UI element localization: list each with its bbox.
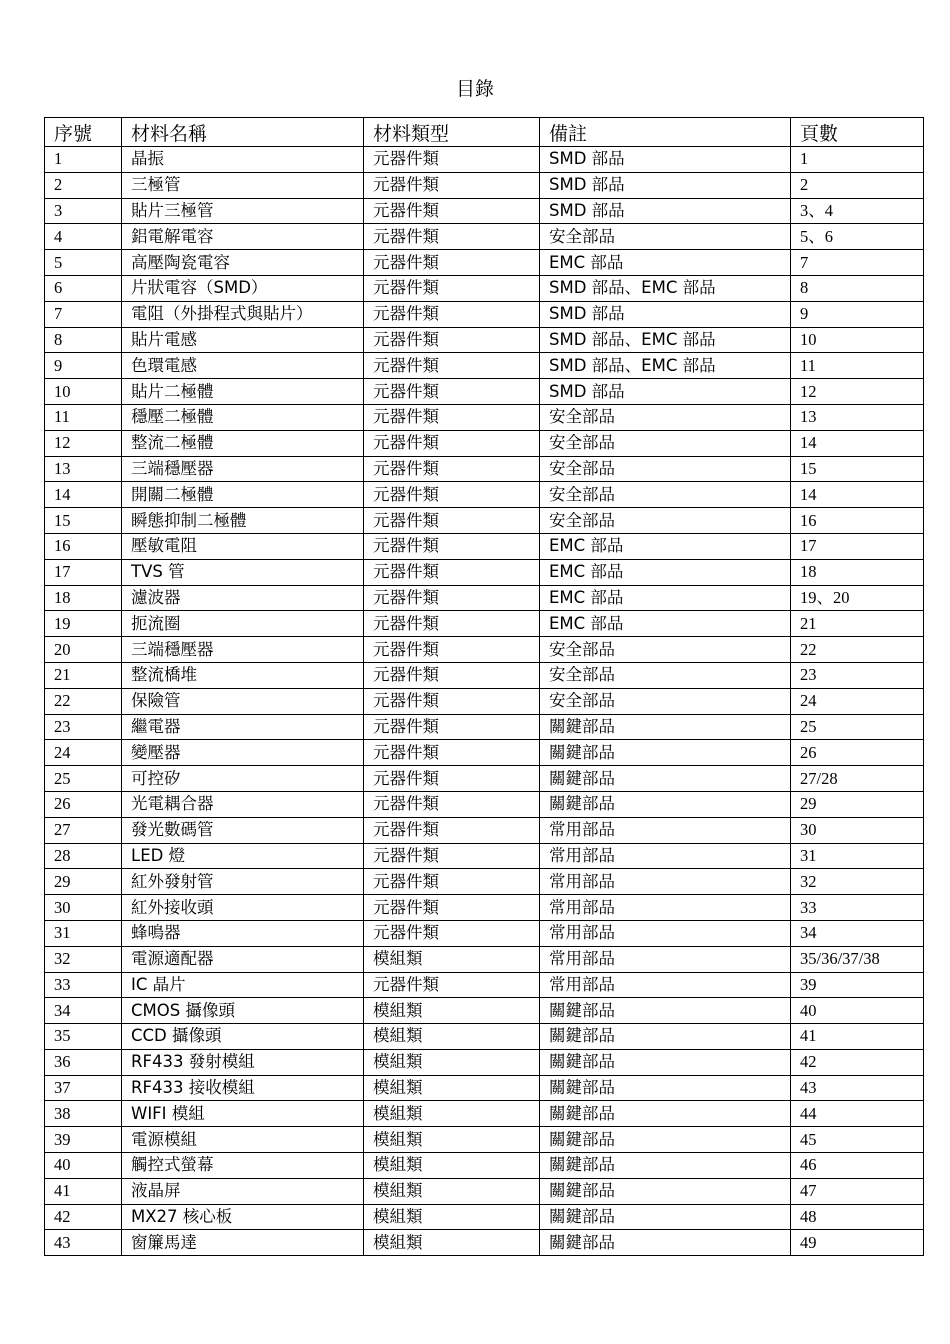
table-row xyxy=(45,766,924,792)
cell-material-type: 元器件類 xyxy=(364,688,540,714)
cell-remarks: 常用部品 xyxy=(540,817,791,843)
cell-remarks: SMD 部品 xyxy=(540,147,791,173)
cell-remarks: 關鍵部品 xyxy=(540,1204,791,1230)
cell-page-number: 24 xyxy=(791,688,924,714)
cell-material-type: 模組類 xyxy=(364,1178,540,1204)
cell-material-type: 元器件類 xyxy=(364,637,540,663)
cell-index: 30 xyxy=(45,895,122,921)
cell-material-name: 三極管 xyxy=(122,172,364,198)
cell-material-type: 元器件類 xyxy=(364,766,540,792)
cell-material-name: 電源模組 xyxy=(122,1127,364,1153)
cell-index: 9 xyxy=(45,353,122,379)
cell-page-number: 2 xyxy=(791,172,924,198)
cell-material-name: IC 晶片 xyxy=(122,972,364,998)
cell-remarks: 關鍵部品 xyxy=(540,1178,791,1204)
cell-remarks: 安全部品 xyxy=(540,688,791,714)
cell-index: 25 xyxy=(45,766,122,792)
cell-index: 13 xyxy=(45,456,122,482)
cell-remarks: EMC 部品 xyxy=(540,585,791,611)
toc-table xyxy=(44,117,924,1256)
cell-material-name: 紅外接收頭 xyxy=(122,895,364,921)
cell-index: 34 xyxy=(45,998,122,1024)
cell-remarks: 安全部品 xyxy=(540,404,791,430)
cell-remarks: 安全部品 xyxy=(540,430,791,456)
cell-material-type: 元器件類 xyxy=(364,817,540,843)
cell-remarks: 關鍵部品 xyxy=(540,1075,791,1101)
table-row xyxy=(45,611,924,637)
cell-index: 33 xyxy=(45,972,122,998)
cell-page-number: 40 xyxy=(791,998,924,1024)
table-row xyxy=(45,147,924,173)
cell-remarks: SMD 部品、EMC 部品 xyxy=(540,275,791,301)
table-row xyxy=(45,1178,924,1204)
table-row xyxy=(45,843,924,869)
cell-material-type: 元器件類 xyxy=(364,662,540,688)
cell-page-number: 45 xyxy=(791,1127,924,1153)
cell-index: 43 xyxy=(45,1230,122,1256)
cell-index: 28 xyxy=(45,843,122,869)
table-row xyxy=(45,688,924,714)
cell-remarks: SMD 部品 xyxy=(540,172,791,198)
cell-remarks: 關鍵部品 xyxy=(540,791,791,817)
cell-material-type: 元器件類 xyxy=(364,508,540,534)
cell-material-name: WIFI 模組 xyxy=(122,1101,364,1127)
cell-material-type: 元器件類 xyxy=(364,843,540,869)
cell-index: 16 xyxy=(45,533,122,559)
table-row xyxy=(45,404,924,430)
cell-remarks: 關鍵部品 xyxy=(540,740,791,766)
cell-remarks: SMD 部品、EMC 部品 xyxy=(540,327,791,353)
cell-material-name: 可控矽 xyxy=(122,766,364,792)
cell-page-number: 16 xyxy=(791,508,924,534)
cell-material-type: 元器件類 xyxy=(364,379,540,405)
table-row xyxy=(45,1204,924,1230)
cell-remarks: 關鍵部品 xyxy=(540,1101,791,1127)
cell-material-name: 開關二極體 xyxy=(122,482,364,508)
table-row xyxy=(45,533,924,559)
cell-material-type: 元器件類 xyxy=(364,172,540,198)
cell-page-number: 35/36/37/38 xyxy=(791,946,924,972)
cell-material-name: 瞬態抑制二極體 xyxy=(122,508,364,534)
cell-remarks: SMD 部品 xyxy=(540,301,791,327)
table-row xyxy=(45,275,924,301)
cell-material-name: 三端穩壓器 xyxy=(122,456,364,482)
cell-material-type: 元器件類 xyxy=(364,224,540,250)
cell-page-number: 46 xyxy=(791,1153,924,1179)
table-row xyxy=(45,585,924,611)
cell-material-type: 元器件類 xyxy=(364,250,540,276)
cell-index: 42 xyxy=(45,1204,122,1230)
table-row xyxy=(45,637,924,663)
cell-material-name: MX27 核心板 xyxy=(122,1204,364,1230)
cell-material-name: 整流二極體 xyxy=(122,430,364,456)
cell-page-number: 25 xyxy=(791,714,924,740)
cell-page-number: 31 xyxy=(791,843,924,869)
table-row xyxy=(45,224,924,250)
cell-material-name: LED 燈 xyxy=(122,843,364,869)
cell-index: 39 xyxy=(45,1127,122,1153)
cell-material-type: 元器件類 xyxy=(364,404,540,430)
cell-page-number: 48 xyxy=(791,1204,924,1230)
cell-material-type: 元器件類 xyxy=(364,791,540,817)
cell-index: 15 xyxy=(45,508,122,534)
cell-index: 5 xyxy=(45,250,122,276)
cell-index: 31 xyxy=(45,920,122,946)
cell-index: 26 xyxy=(45,791,122,817)
cell-remarks: 關鍵部品 xyxy=(540,1024,791,1050)
cell-index: 32 xyxy=(45,946,122,972)
cell-page-number: 42 xyxy=(791,1049,924,1075)
cell-material-name: 蜂鳴器 xyxy=(122,920,364,946)
cell-material-name: 發光數碼管 xyxy=(122,817,364,843)
cell-material-name: 高壓陶瓷電容 xyxy=(122,250,364,276)
cell-material-name: 繼電器 xyxy=(122,714,364,740)
cell-material-name: 紅外發射管 xyxy=(122,869,364,895)
cell-index: 29 xyxy=(45,869,122,895)
table-row xyxy=(45,714,924,740)
cell-remarks: 安全部品 xyxy=(540,456,791,482)
cell-material-type: 模組類 xyxy=(364,1101,540,1127)
cell-page-number: 18 xyxy=(791,559,924,585)
cell-material-type: 模組類 xyxy=(364,1153,540,1179)
cell-material-name: 鋁電解電容 xyxy=(122,224,364,250)
cell-remarks: EMC 部品 xyxy=(540,533,791,559)
cell-index: 14 xyxy=(45,482,122,508)
table-row xyxy=(45,869,924,895)
cell-page-number: 41 xyxy=(791,1024,924,1050)
cell-material-type: 元器件類 xyxy=(364,482,540,508)
cell-index: 27 xyxy=(45,817,122,843)
cell-material-type: 模組類 xyxy=(364,1024,540,1050)
cell-remarks: 關鍵部品 xyxy=(540,714,791,740)
cell-page-number: 14 xyxy=(791,430,924,456)
table-row xyxy=(45,1101,924,1127)
cell-index: 11 xyxy=(45,404,122,430)
cell-index: 1 xyxy=(45,147,122,173)
cell-index: 22 xyxy=(45,688,122,714)
cell-material-type: 元器件類 xyxy=(364,275,540,301)
cell-remarks: SMD 部品 xyxy=(540,379,791,405)
cell-remarks: 關鍵部品 xyxy=(540,998,791,1024)
cell-material-name: 三端穩壓器 xyxy=(122,637,364,663)
cell-index: 7 xyxy=(45,301,122,327)
cell-material-type: 元器件類 xyxy=(364,920,540,946)
cell-page-number: 21 xyxy=(791,611,924,637)
cell-page-number: 22 xyxy=(791,637,924,663)
cell-page-number: 44 xyxy=(791,1101,924,1127)
cell-index: 35 xyxy=(45,1024,122,1050)
cell-index: 24 xyxy=(45,740,122,766)
cell-index: 17 xyxy=(45,559,122,585)
cell-page-number: 49 xyxy=(791,1230,924,1256)
cell-material-name: 晶振 xyxy=(122,147,364,173)
cell-remarks: 常用部品 xyxy=(540,869,791,895)
cell-material-type: 元器件類 xyxy=(364,611,540,637)
cell-material-name: RF433 接收模組 xyxy=(122,1075,364,1101)
cell-remarks: 安全部品 xyxy=(540,482,791,508)
table-row xyxy=(45,250,924,276)
cell-material-name: RF433 發射模組 xyxy=(122,1049,364,1075)
table-row xyxy=(45,327,924,353)
cell-material-type: 元器件類 xyxy=(364,456,540,482)
header-remarks: 備註 xyxy=(540,118,791,147)
table-row xyxy=(45,379,924,405)
cell-material-type: 元器件類 xyxy=(364,430,540,456)
table-row xyxy=(45,817,924,843)
cell-material-name: CMOS 攝像頭 xyxy=(122,998,364,1024)
cell-material-name: 貼片三極管 xyxy=(122,198,364,224)
cell-material-type: 元器件類 xyxy=(364,353,540,379)
cell-index: 4 xyxy=(45,224,122,250)
cell-index: 40 xyxy=(45,1153,122,1179)
cell-page-number: 39 xyxy=(791,972,924,998)
cell-material-name: 保險管 xyxy=(122,688,364,714)
cell-remarks: 安全部品 xyxy=(540,508,791,534)
table-row xyxy=(45,430,924,456)
cell-material-name: 穩壓二極體 xyxy=(122,404,364,430)
cell-material-type: 模組類 xyxy=(364,1204,540,1230)
table-row xyxy=(45,301,924,327)
cell-material-name: 液晶屏 xyxy=(122,1178,364,1204)
cell-index: 38 xyxy=(45,1101,122,1127)
cell-index: 21 xyxy=(45,662,122,688)
cell-material-name: 濾波器 xyxy=(122,585,364,611)
cell-index: 37 xyxy=(45,1075,122,1101)
cell-page-number: 47 xyxy=(791,1178,924,1204)
cell-material-type: 元器件類 xyxy=(364,198,540,224)
table-row xyxy=(45,482,924,508)
cell-page-number: 29 xyxy=(791,791,924,817)
table-row xyxy=(45,198,924,224)
cell-material-type: 模組類 xyxy=(364,998,540,1024)
cell-page-number: 8 xyxy=(791,275,924,301)
cell-index: 12 xyxy=(45,430,122,456)
cell-material-type: 模組類 xyxy=(364,946,540,972)
cell-page-number: 15 xyxy=(791,456,924,482)
cell-material-type: 元器件類 xyxy=(364,714,540,740)
cell-page-number: 30 xyxy=(791,817,924,843)
cell-material-type: 元器件類 xyxy=(364,869,540,895)
cell-page-number: 23 xyxy=(791,662,924,688)
cell-page-number: 1 xyxy=(791,147,924,173)
cell-material-name: 扼流圈 xyxy=(122,611,364,637)
cell-page-number: 9 xyxy=(791,301,924,327)
cell-material-type: 模組類 xyxy=(364,1230,540,1256)
cell-material-name: 光電耦合器 xyxy=(122,791,364,817)
cell-material-type: 元器件類 xyxy=(364,301,540,327)
cell-page-number: 5、6 xyxy=(791,224,924,250)
cell-page-number: 7 xyxy=(791,250,924,276)
cell-page-number: 33 xyxy=(791,895,924,921)
cell-material-name: 窗簾馬達 xyxy=(122,1230,364,1256)
table-row xyxy=(45,353,924,379)
table-row xyxy=(45,508,924,534)
table-row xyxy=(45,920,924,946)
cell-material-name: 片狀電容（SMD） xyxy=(122,275,364,301)
cell-page-number: 13 xyxy=(791,404,924,430)
cell-material-type: 元器件類 xyxy=(364,972,540,998)
cell-remarks: 關鍵部品 xyxy=(540,1230,791,1256)
table-row xyxy=(45,791,924,817)
cell-material-type: 元器件類 xyxy=(364,533,540,559)
cell-remarks: 安全部品 xyxy=(540,662,791,688)
cell-remarks: 安全部品 xyxy=(540,637,791,663)
cell-remarks: 關鍵部品 xyxy=(540,1127,791,1153)
cell-remarks: 關鍵部品 xyxy=(540,1153,791,1179)
cell-material-name: 色環電感 xyxy=(122,353,364,379)
table-row xyxy=(45,740,924,766)
header-index: 序號 xyxy=(45,118,122,147)
table-row xyxy=(45,559,924,585)
cell-material-name: 電源適配器 xyxy=(122,946,364,972)
cell-remarks: 常用部品 xyxy=(540,946,791,972)
table-row xyxy=(45,1024,924,1050)
cell-page-number: 27/28 xyxy=(791,766,924,792)
cell-page-number: 12 xyxy=(791,379,924,405)
cell-remarks: 常用部品 xyxy=(540,972,791,998)
cell-material-name: 貼片電感 xyxy=(122,327,364,353)
cell-material-type: 元器件類 xyxy=(364,147,540,173)
cell-remarks: 常用部品 xyxy=(540,895,791,921)
cell-remarks: SMD 部品、EMC 部品 xyxy=(540,353,791,379)
cell-index: 8 xyxy=(45,327,122,353)
cell-material-name: 變壓器 xyxy=(122,740,364,766)
cell-remarks: 常用部品 xyxy=(540,920,791,946)
cell-material-type: 模組類 xyxy=(364,1049,540,1075)
cell-page-number: 19、20 xyxy=(791,585,924,611)
cell-remarks: 關鍵部品 xyxy=(540,1049,791,1075)
cell-remarks: EMC 部品 xyxy=(540,559,791,585)
cell-material-type: 模組類 xyxy=(364,1127,540,1153)
table-row xyxy=(45,946,924,972)
table-row xyxy=(45,972,924,998)
cell-index: 18 xyxy=(45,585,122,611)
table-row xyxy=(45,1049,924,1075)
cell-index: 41 xyxy=(45,1178,122,1204)
cell-page-number: 17 xyxy=(791,533,924,559)
cell-page-number: 34 xyxy=(791,920,924,946)
cell-remarks: EMC 部品 xyxy=(540,611,791,637)
cell-material-type: 元器件類 xyxy=(364,740,540,766)
header-material-type: 材料類型 xyxy=(364,118,540,147)
cell-index: 19 xyxy=(45,611,122,637)
cell-material-name: 觸控式螢幕 xyxy=(122,1153,364,1179)
cell-material-name: 整流橋堆 xyxy=(122,662,364,688)
cell-material-name: TVS 管 xyxy=(122,559,364,585)
table-row xyxy=(45,1127,924,1153)
cell-page-number: 3、4 xyxy=(791,198,924,224)
cell-material-name: CCD 攝像頭 xyxy=(122,1024,364,1050)
cell-material-name: 壓敏電阻 xyxy=(122,533,364,559)
cell-remarks: 安全部品 xyxy=(540,224,791,250)
cell-material-type: 元器件類 xyxy=(364,559,540,585)
cell-index: 2 xyxy=(45,172,122,198)
header-page-number: 頁數 xyxy=(791,118,924,147)
cell-material-type: 模組類 xyxy=(364,1075,540,1101)
cell-page-number: 10 xyxy=(791,327,924,353)
cell-page-number: 26 xyxy=(791,740,924,766)
cell-index: 23 xyxy=(45,714,122,740)
cell-page-number: 14 xyxy=(791,482,924,508)
table-row xyxy=(45,998,924,1024)
table-row xyxy=(45,662,924,688)
cell-material-type: 元器件類 xyxy=(364,585,540,611)
table-row xyxy=(45,1075,924,1101)
cell-remarks: EMC 部品 xyxy=(540,250,791,276)
cell-remarks: SMD 部品 xyxy=(540,198,791,224)
cell-material-name: 電阻（外掛程式與貼片） xyxy=(122,301,364,327)
cell-page-number: 32 xyxy=(791,869,924,895)
cell-index: 20 xyxy=(45,637,122,663)
cell-page-number: 11 xyxy=(791,353,924,379)
cell-material-type: 元器件類 xyxy=(364,327,540,353)
table-row xyxy=(45,895,924,921)
cell-remarks: 常用部品 xyxy=(540,843,791,869)
table-body xyxy=(45,147,924,1256)
cell-page-number: 43 xyxy=(791,1075,924,1101)
table-header-row xyxy=(45,118,924,147)
header-material-name: 材料名稱 xyxy=(122,118,364,147)
table-row xyxy=(45,456,924,482)
cell-material-type: 元器件類 xyxy=(364,895,540,921)
cell-index: 6 xyxy=(45,275,122,301)
cell-index: 3 xyxy=(45,198,122,224)
cell-index: 10 xyxy=(45,379,122,405)
table-row xyxy=(45,1153,924,1179)
page-title: 目錄 xyxy=(455,78,494,100)
cell-index: 36 xyxy=(45,1049,122,1075)
table-row xyxy=(45,1230,924,1256)
table-row xyxy=(45,172,924,198)
cell-remarks: 關鍵部品 xyxy=(540,766,791,792)
cell-material-name: 貼片二極體 xyxy=(122,379,364,405)
